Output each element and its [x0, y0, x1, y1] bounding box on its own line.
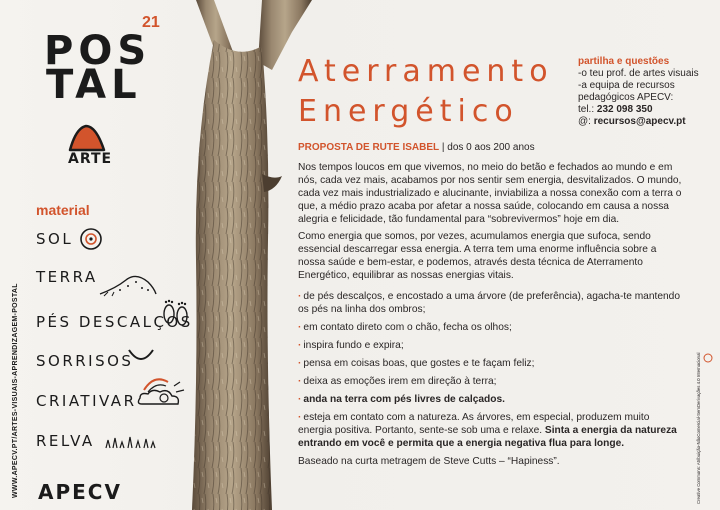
contact-line-2: -a equipa de recursos [578, 80, 675, 91]
issue-number: 21 [142, 14, 160, 31]
step-item: · de pés descalços, e encostado a uma árvore (de preferência), agacha-te mantendo os pés na linha dos ombros; [298, 291, 681, 315]
author-line [298, 142, 535, 153]
step-item: · pensa em coisas boas, que gostes e te façam feliz; [298, 358, 535, 369]
earth-mound-icon [98, 268, 158, 298]
creativity-cloud-icon [134, 374, 186, 414]
step-item: · em contato direto com o chão, fecha os olhos; [298, 322, 512, 333]
contact-box [578, 56, 699, 128]
grass-icon [104, 434, 158, 450]
license-text: Creative Commons: Atribuição-NãoComercial-SemDerivações 4.0 Internacional [696, 352, 701, 504]
age-range: | dos 0 aos 200 anos [441, 142, 535, 153]
step-item: · deixa as emoções irem em direção à terra; [298, 376, 497, 387]
phone-number[interactable]: 232 098 350 [596, 104, 653, 115]
logo-line-1: POS [44, 28, 152, 74]
page-title-line-1: Aterramento [298, 54, 554, 89]
footprints-icon [160, 296, 190, 330]
step-item: · anda na terra com pés livres de calçados. [298, 394, 505, 405]
email-address[interactable]: recursos@apecv.pt [593, 116, 686, 127]
contact-line-1: -o teu prof. de artes visuais [578, 68, 699, 79]
material-item-sol: SOL [36, 230, 74, 248]
closing-note: Baseado na curta metragem de Steve Cutts – “Hapiness”. [298, 456, 560, 467]
contact-heading: partilha e questões [578, 56, 670, 67]
logo-line-2: TAL [46, 62, 142, 108]
contact-phone [578, 104, 699, 116]
intro-paragraph-1: Nos tempos loucos em que vivemos, no meio do betão e fechados ao mundo e em nós, cada vez mais, acabamos por nos sentir sem energia, desvitalizados. O mundo, cada vez mais industrializado e alucinante, inviabiliza a nossa conexão com a terra o que, a médio prazo acaba por afetar a nossa saúde, colocando em causa a nossa alegria e felicidade, tão fundamental para “sobrevivermos” hoje em dia. [298, 162, 682, 225]
material-item-pes-descalcos: PÉS DESCALÇOS [36, 313, 193, 331]
category-label: ARTE [68, 151, 113, 167]
sun-icon [78, 226, 104, 252]
material-item-sorrisos: SORRISOS [36, 352, 134, 370]
body-text [298, 161, 686, 472]
postal-logo [44, 28, 152, 108]
author-name: PROPOSTA DE RUTE ISABEL [298, 142, 440, 153]
email-label: @: [578, 116, 591, 127]
step-item: · inspira fundo e expira; [298, 340, 404, 351]
material-heading: material [36, 202, 90, 218]
material-item-relva: RELVA [36, 432, 95, 450]
contact-line-3: pedagógicos APECV: [578, 92, 674, 103]
page-title-line-2: Energético [298, 94, 519, 129]
creative-commons-icon [703, 353, 713, 363]
material-item-terra: TERRA [36, 268, 98, 286]
material-item-criativar: CRIATIVAR [36, 392, 137, 410]
step-item: · esteja em contato com a natureza. As árvores, em especial, produzem muito energia positiva. Portanto, sente-se sob uma e relaxe. Sinta a energia da natureza entrando em você e permita que a energia negativa flua para longe. [298, 412, 677, 449]
arte-icon [66, 124, 108, 152]
website-url[interactable]: WWW.APECV.PT/ARTES-VISUAIS-APRENDIZAGEM-POSTAL [12, 283, 19, 498]
intro-paragraph-2: Como energia que somos, por vezes, acumulamos energia que sufoca, sendo essencial descarregar essa energia. A terra tem uma enorme influência sobre a nossa saúde e bem-estar, e podemos, através desta técnica de Aterramento Energético, equilibrar as nossas energias vitais. [298, 231, 657, 281]
contact-email [578, 116, 699, 128]
phone-label: tel.: [578, 104, 595, 115]
apecv-logo: APECV [38, 480, 122, 504]
smile-icon [126, 346, 156, 364]
